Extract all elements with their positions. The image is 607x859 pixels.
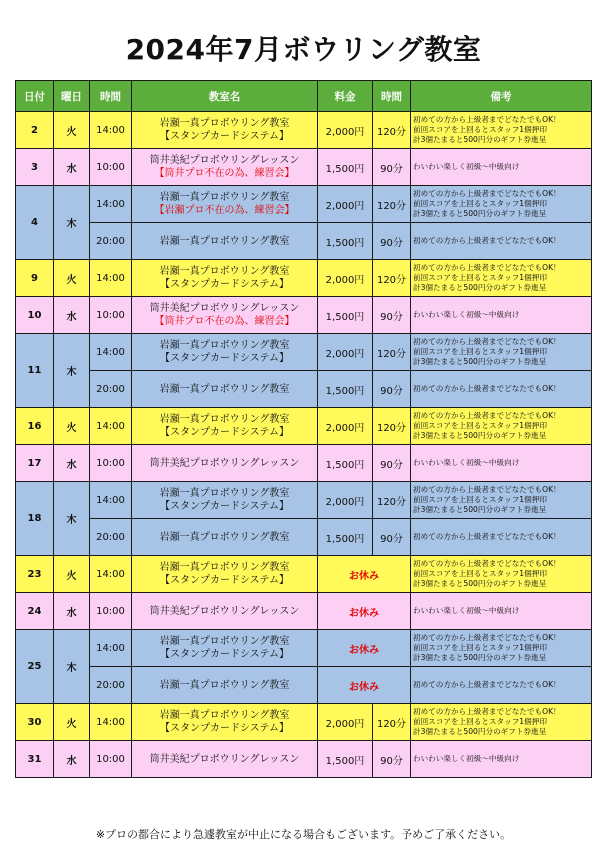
fee-cell: 1,500円 [318, 297, 373, 334]
header-fee: 料金 [318, 81, 373, 112]
table-row [16, 556, 592, 593]
day-cell: 水 [54, 297, 90, 334]
table-row [16, 112, 592, 149]
note-line: 初めての方から上級者までどなたでもOK！ [413, 707, 561, 716]
table-row [16, 445, 592, 482]
class-name-line: 岩瀬一真プロボウリング教室 [159, 414, 290, 425]
duration-cell: 90分 [373, 741, 411, 778]
note-line: わいわい楽しく初級～中級向け [413, 162, 520, 171]
table-row [16, 223, 592, 260]
duration-cell: 90分 [373, 445, 411, 482]
note-line: 初めての方から上級者までどなたでもOK！ [413, 411, 561, 420]
class-name-line: 岩瀬一真プロボウリング教室 [159, 488, 290, 499]
day-cell: 火 [54, 704, 90, 741]
duration-cell: 120分 [373, 334, 411, 371]
duration-cell: 120分 [373, 186, 411, 223]
note-line: 計3個たまると500円分のギフト券進呈 [413, 209, 547, 218]
note-line: 計3個たまると500円分のギフト券進呈 [413, 431, 547, 440]
class-name-cell [132, 445, 318, 482]
note-cell [411, 630, 592, 667]
closed-cell: お休み [318, 667, 411, 704]
header-row [16, 81, 592, 112]
date-cell: 11 [16, 334, 54, 408]
class-subtitle-line: 【スタンプカードシステム】 [160, 501, 289, 512]
note-cell [411, 297, 592, 334]
class-name-line: 岩瀬一真プロボウリング教室 [159, 710, 290, 721]
fee-cell: 2,000円 [318, 408, 373, 445]
note-cell [411, 186, 592, 223]
class-name-line: 筒井美紀プロボウリングレッスン [149, 457, 300, 469]
class-name-line: 筒井美紀プロボウリングレッスン [149, 303, 300, 314]
time-cell: 20:00 [90, 667, 132, 704]
date-cell: 18 [16, 482, 54, 556]
date-cell: 16 [16, 408, 54, 445]
note-cell [411, 112, 592, 149]
class-name-line: 筒井美紀プロボウリングレッスン [149, 753, 300, 765]
page-title: 2024年7月ボウリング教室 [125, 33, 482, 66]
date-cell: 3 [16, 149, 54, 186]
note-cell [411, 519, 592, 556]
time-cell: 14:00 [90, 112, 132, 149]
class-subtitle-line: 【スタンプカードシステム】 [160, 353, 289, 364]
class-name-line: 岩瀬一真プロボウリング教室 [159, 636, 290, 647]
closed-cell: お休み [318, 556, 411, 593]
class-subtitle-line: 【スタンプカードシステム】 [160, 649, 289, 660]
table-row [16, 704, 592, 741]
class-name-cell [132, 260, 318, 297]
time-cell: 10:00 [90, 297, 132, 334]
class-notice-line: 【筒井プロ不在の為、練習会】 [154, 168, 295, 179]
note-line: 計3個たまると500円分のギフト券進呈 [413, 357, 547, 366]
date-cell: 2 [16, 112, 54, 149]
note-line: 計3個たまると500円分のギフト券進呈 [413, 283, 547, 292]
class-name-cell [132, 408, 318, 445]
date-cell: 9 [16, 260, 54, 297]
fee-cell: 1,500円 [318, 519, 373, 556]
note-line: 初めての方から上級者までどなたでもOK！ [413, 384, 561, 393]
table-row [16, 260, 592, 297]
class-name-cell [132, 556, 318, 593]
class-name-cell [132, 334, 318, 371]
date-cell: 4 [16, 186, 54, 260]
class-name-cell [132, 482, 318, 519]
time-cell: 14:00 [90, 334, 132, 371]
note-line: 初めての方から上級者までどなたでもOK！ [413, 532, 561, 541]
fee-cell: 2,000円 [318, 112, 373, 149]
time-cell: 14:00 [90, 186, 132, 223]
time-cell: 14:00 [90, 482, 132, 519]
table-row [16, 408, 592, 445]
time-cell: 14:00 [90, 260, 132, 297]
date-cell: 25 [16, 630, 54, 704]
duration-cell: 90分 [373, 223, 411, 260]
class-notice-line: 【筒井プロ不在の為、練習会】 [154, 316, 295, 327]
note-line: 計3個たまると500円分のギフト券進呈 [413, 653, 547, 662]
class-name-cell [132, 704, 318, 741]
time-cell: 20:00 [90, 223, 132, 260]
class-subtitle-line: 【スタンプカードシステム】 [160, 279, 289, 290]
note-line: 前回スコアを上回るとスタッフ1個押印 [413, 199, 547, 208]
class-notice-line: 【岩瀬プロ不在の為、練習会】 [154, 205, 295, 216]
class-subtitle-line: 【スタンプカードシステム】 [160, 575, 289, 586]
time-cell: 10:00 [90, 593, 132, 630]
day-cell: 水 [54, 741, 90, 778]
time-cell: 10:00 [90, 149, 132, 186]
table-row [16, 630, 592, 667]
header-date: 日付 [16, 81, 54, 112]
class-name-line: 岩瀬一真プロボウリング教室 [159, 118, 290, 129]
class-subtitle-line: 【スタンプカードシステム】 [160, 427, 289, 438]
note-line: 前回スコアを上回るとスタッフ1個押印 [413, 347, 547, 356]
note-cell [411, 741, 592, 778]
day-cell: 木 [54, 630, 90, 704]
note-cell [411, 408, 592, 445]
fee-cell: 1,500円 [318, 445, 373, 482]
time-cell: 14:00 [90, 408, 132, 445]
header-time: 時間 [90, 81, 132, 112]
header-note: 備考 [411, 81, 592, 112]
note-line: 計3個たまると500円分のギフト券進呈 [413, 579, 547, 588]
day-cell: 木 [54, 334, 90, 408]
table-row [16, 482, 592, 519]
fee-cell: 2,000円 [318, 260, 373, 297]
closed-cell: お休み [318, 593, 411, 630]
date-cell: 10 [16, 297, 54, 334]
fee-cell: 2,000円 [318, 704, 373, 741]
note-line: 計3個たまると500円分のギフト券進呈 [413, 135, 547, 144]
fee-cell: 1,500円 [318, 223, 373, 260]
day-cell: 木 [54, 482, 90, 556]
class-name-line: 岩瀬一真プロボウリング教室 [159, 235, 290, 247]
date-cell: 17 [16, 445, 54, 482]
header-day: 曜日 [54, 81, 90, 112]
note-line: 初めての方から上級者までどなたでもOK！ [413, 337, 561, 346]
date-cell: 30 [16, 704, 54, 741]
time-cell: 20:00 [90, 371, 132, 408]
note-cell [411, 667, 592, 704]
closed-cell: お休み [318, 630, 411, 667]
duration-cell: 120分 [373, 482, 411, 519]
table-row [16, 371, 592, 408]
class-subtitle-line: 【スタンプカードシステム】 [160, 131, 289, 142]
time-cell: 14:00 [90, 556, 132, 593]
duration-cell: 90分 [373, 149, 411, 186]
fee-cell: 2,000円 [318, 334, 373, 371]
time-cell: 10:00 [90, 741, 132, 778]
class-name-line: 岩瀬一真プロボウリング教室 [159, 192, 290, 203]
note-line: 前回スコアを上回るとスタッフ1個押印 [413, 273, 547, 282]
day-cell: 火 [54, 260, 90, 297]
fee-cell: 1,500円 [318, 149, 373, 186]
class-name-cell [132, 223, 318, 260]
class-name-line: 岩瀬一真プロボウリング教室 [159, 679, 290, 691]
time-cell: 14:00 [90, 704, 132, 741]
day-cell: 水 [54, 149, 90, 186]
day-cell: 水 [54, 445, 90, 482]
date-cell: 31 [16, 741, 54, 778]
table-row [16, 593, 592, 630]
footer-note: ※プロの都合により急遽教室が中止になる場合もございます。予めご了承ください。 [95, 828, 512, 841]
duration-cell: 90分 [373, 519, 411, 556]
day-cell: 火 [54, 408, 90, 445]
note-line: 前回スコアを上回るとスタッフ1個押印 [413, 569, 547, 578]
class-name-line: 岩瀬一真プロボウリング教室 [159, 562, 290, 573]
time-cell: 10:00 [90, 445, 132, 482]
date-cell: 23 [16, 556, 54, 593]
note-cell [411, 334, 592, 371]
note-cell [411, 223, 592, 260]
note-line: 計3個たまると500円分のギフト券進呈 [413, 727, 547, 736]
note-line: 初めての方から上級者までどなたでもOK！ [413, 633, 561, 642]
duration-cell: 120分 [373, 260, 411, 297]
table-row [16, 186, 592, 223]
schedule-table [15, 80, 592, 778]
table-row [16, 149, 592, 186]
duration-cell: 120分 [373, 112, 411, 149]
note-line: わいわい楽しく初級～中級向け [413, 310, 520, 319]
header-class: 教室名 [132, 81, 318, 112]
note-cell [411, 149, 592, 186]
duration-cell: 90分 [373, 297, 411, 334]
class-name-cell [132, 297, 318, 334]
class-name-line: 筒井美紀プロボウリングレッスン [149, 605, 300, 617]
note-cell [411, 260, 592, 297]
table-row [16, 297, 592, 334]
note-line: 計3個たまると500円分のギフト券進呈 [413, 505, 547, 514]
fee-cell: 2,000円 [318, 186, 373, 223]
class-name-cell [132, 186, 318, 223]
class-name-cell [132, 519, 318, 556]
note-line: 初めての方から上級者までどなたでもOK！ [413, 485, 561, 494]
duration-cell: 90分 [373, 371, 411, 408]
time-cell: 20:00 [90, 519, 132, 556]
fee-cell: 1,500円 [318, 371, 373, 408]
note-line: 初めての方から上級者までどなたでもOK！ [413, 236, 561, 245]
note-line: 初めての方から上級者までどなたでもOK！ [413, 559, 561, 568]
header-duration: 時間 [373, 81, 411, 112]
day-cell: 火 [54, 556, 90, 593]
table-row [16, 334, 592, 371]
class-name-line: 岩瀬一真プロボウリング教室 [159, 340, 290, 351]
note-cell [411, 704, 592, 741]
fee-cell: 2,000円 [318, 482, 373, 519]
class-name-cell [132, 149, 318, 186]
note-cell [411, 445, 592, 482]
day-cell: 火 [54, 112, 90, 149]
note-line: 初めての方から上級者までどなたでもOK！ [413, 115, 561, 124]
class-name-line: 岩瀬一真プロボウリング教室 [159, 383, 290, 395]
day-cell: 水 [54, 593, 90, 630]
duration-cell: 120分 [373, 704, 411, 741]
note-line: わいわい楽しく初級～中級向け [413, 458, 520, 467]
note-line: 前回スコアを上回るとスタッフ1個押印 [413, 495, 547, 504]
table-row [16, 741, 592, 778]
class-name-cell [132, 667, 318, 704]
class-name-line: 筒井美紀プロボウリングレッスン [149, 155, 300, 166]
note-cell [411, 593, 592, 630]
note-line: 前回スコアを上回るとスタッフ1個押印 [413, 421, 547, 430]
note-line: 前回スコアを上回るとスタッフ1個押印 [413, 125, 547, 134]
note-cell [411, 371, 592, 408]
note-cell [411, 556, 592, 593]
note-line: 初めての方から上級者までどなたでもOK！ [413, 680, 561, 689]
time-cell: 14:00 [90, 630, 132, 667]
duration-cell: 120分 [373, 408, 411, 445]
date-cell: 24 [16, 593, 54, 630]
class-name-cell [132, 371, 318, 408]
class-name-cell [132, 630, 318, 667]
class-name-cell [132, 741, 318, 778]
note-cell [411, 482, 592, 519]
note-line: わいわい楽しく初級～中級向け [413, 606, 520, 615]
table-row [16, 667, 592, 704]
class-name-cell [132, 593, 318, 630]
note-line: 前回スコアを上回るとスタッフ1個押印 [413, 643, 547, 652]
fee-cell: 1,500円 [318, 741, 373, 778]
schedule-body [16, 112, 592, 778]
note-line: 初めての方から上級者までどなたでもOK！ [413, 263, 561, 272]
class-name-cell [132, 112, 318, 149]
note-line: 前回スコアを上回るとスタッフ1個押印 [413, 717, 547, 726]
class-name-line: 岩瀬一真プロボウリング教室 [159, 266, 290, 277]
class-subtitle-line: 【スタンプカードシステム】 [160, 723, 289, 734]
day-cell: 木 [54, 186, 90, 260]
note-line: 初めての方から上級者までどなたでもOK！ [413, 189, 561, 198]
note-line: わいわい楽しく初級～中級向け [413, 754, 520, 763]
table-row [16, 519, 592, 556]
class-name-line: 岩瀬一真プロボウリング教室 [159, 531, 290, 543]
